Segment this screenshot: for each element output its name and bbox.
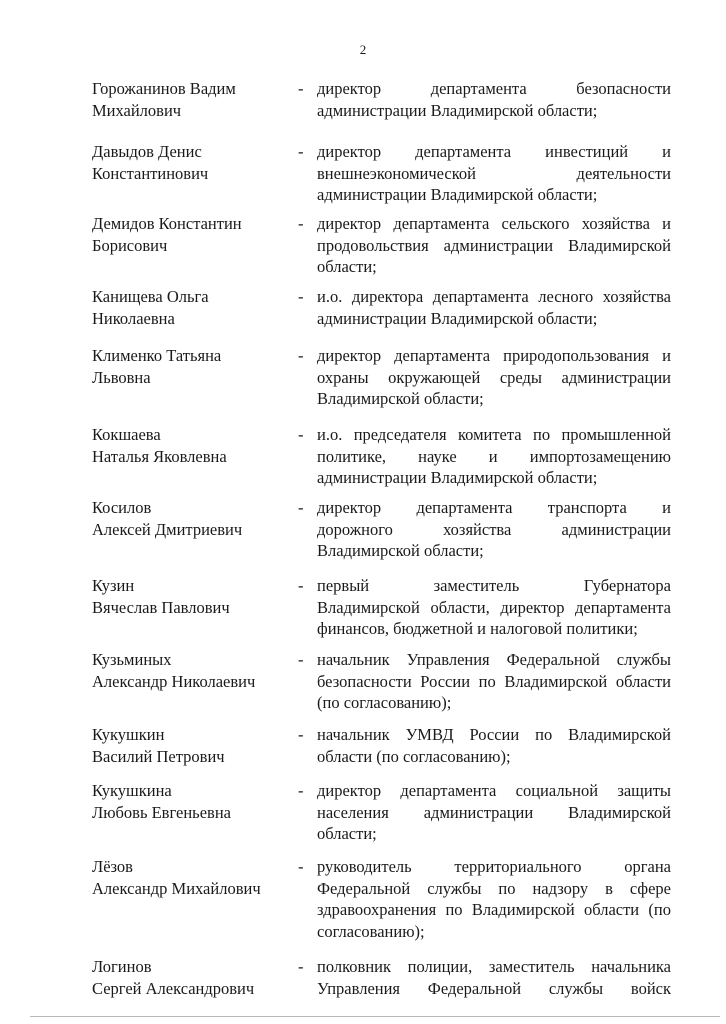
member-position-line: Владимирской области, директор департамента — [317, 597, 671, 617]
member-name-line: Сергей Александрович — [92, 978, 255, 998]
member-name — [92, 780, 292, 823]
member-name — [92, 141, 292, 184]
member-name-line: Львовна — [92, 367, 151, 387]
member-position-line: директор департамента природопользования и — [317, 346, 671, 365]
member-position — [317, 780, 671, 845]
member-position-line: согласованию); — [317, 921, 425, 941]
member-position — [317, 497, 671, 562]
member-position-line: области; — [317, 824, 377, 843]
member-name — [92, 856, 292, 899]
entry-dash: - — [298, 287, 304, 306]
member-position-line: области; — [317, 257, 377, 276]
member-name-line: Василий Петрович — [92, 746, 225, 766]
member-name-line: Кузин — [92, 576, 135, 595]
member-position-line: первый заместитель Губернатора — [317, 576, 671, 595]
member-position-line: начальник УМВД России по Владимирской — [317, 725, 671, 744]
member-name-line: Косилов — [92, 498, 152, 517]
member-position — [317, 724, 671, 767]
member-position — [317, 213, 671, 278]
member-position-line: охраны окружающей среды администрации — [317, 367, 671, 387]
member-position-line: дорожного хозяйства администрации — [317, 519, 671, 539]
member-position-line: финансов, бюджетной и налоговой политики; — [317, 619, 638, 638]
page-number: 2 — [359, 42, 367, 57]
member-position-line: (по согласованию); — [317, 693, 452, 712]
member-name-line: Любовь Евгеньевна — [92, 802, 231, 822]
member-position-line: продовольствия администрации Владимирской — [317, 235, 671, 255]
member-name-line: Давыдов Денис — [92, 142, 202, 161]
member-name — [92, 649, 292, 692]
member-position — [317, 141, 671, 206]
member-name-line: Алексей Дмитриевич — [92, 519, 243, 539]
member-position-line: и.о. директора департамента лесного хозяйства — [317, 287, 671, 306]
entry-dash: - — [298, 781, 304, 800]
entry-dash: - — [298, 142, 304, 161]
member-name-line: Александр Николаевич — [92, 671, 256, 691]
entry-dash: - — [298, 576, 304, 595]
entry-dash: - — [298, 214, 304, 233]
member-position-line: Владимирской области; — [317, 541, 484, 560]
member-position-line: и.о. председателя комитета по промышленной — [317, 425, 671, 444]
entry-dash: - — [298, 346, 304, 365]
member-position-line: Федеральной службы по надзору в сфере — [317, 878, 671, 898]
member-position-line: населения администрации Владимирской — [317, 802, 671, 822]
member-position-line: внешнеэкономической деятельности — [317, 163, 671, 183]
member-name-line: Борисович — [92, 235, 168, 255]
member-name-line: Александр Михайлович — [92, 878, 261, 898]
member-name — [92, 724, 292, 767]
member-name — [92, 424, 292, 467]
member-name-line: Константинович — [92, 163, 209, 183]
member-position-line: Управления Федеральной службы войск — [317, 978, 671, 998]
member-position — [317, 956, 671, 999]
member-name-line: Кукушкин — [92, 725, 165, 744]
member-position-line: администрации Владимирской области; — [317, 308, 598, 328]
member-name-line: Демидов Константин — [92, 214, 242, 233]
member-position-line: безопасности России по Владимирской области — [317, 671, 671, 691]
entry-dash: - — [298, 957, 304, 976]
member-position — [317, 286, 671, 329]
member-name — [92, 345, 292, 388]
member-position — [317, 78, 671, 121]
member-position-line: директор департамента транспорта и — [317, 498, 671, 517]
member-name — [92, 78, 292, 121]
member-name-line: Николаевна — [92, 308, 175, 328]
member-name-line: Клименко Татьяна — [92, 346, 222, 365]
entry-dash: - — [298, 857, 304, 876]
member-name-line: Михайлович — [92, 100, 182, 120]
member-position-line: директор департамента социальной защиты — [317, 781, 671, 800]
member-position — [317, 856, 671, 942]
page-edge-line — [30, 1016, 720, 1017]
member-name — [92, 956, 292, 999]
member-position-line: администрации Владимирской области; — [317, 468, 598, 487]
member-name — [92, 497, 292, 540]
member-name — [92, 286, 292, 329]
member-name-line: Вячеслав Павлович — [92, 597, 230, 617]
member-name-line: Лёзов — [92, 857, 133, 876]
entry-dash: - — [298, 725, 304, 744]
member-name-line: Логинов — [92, 957, 152, 976]
member-position-line: директор департамента инвестиций и — [317, 142, 671, 161]
member-position — [317, 345, 671, 410]
member-position-line: администрации Владимирской области; — [317, 100, 598, 120]
member-position-line: директор департамента сельского хозяйства и — [317, 214, 671, 233]
member-position-line: области (по согласованию); — [317, 746, 511, 766]
entry-dash: - — [298, 650, 304, 669]
member-name-line: Горожанинов Вадим — [92, 79, 236, 98]
member-name-line: Наталья Яковлевна — [92, 446, 227, 466]
member-name-line: Кукушкина — [92, 781, 172, 800]
entry-dash: - — [298, 498, 304, 517]
member-position-line: полковник полиции, заместитель начальника — [317, 957, 671, 976]
member-position-line: Владимирской области; — [317, 389, 484, 408]
member-position — [317, 424, 671, 489]
entry-dash: - — [298, 79, 304, 98]
member-name — [92, 575, 292, 618]
member-position-line: здравоохранения по Владимирской области (по — [317, 900, 671, 919]
member-position — [317, 575, 671, 640]
member-name-line: Канищева Ольга — [92, 287, 209, 306]
member-position-line: политике, науке и импортозамещению — [317, 446, 671, 466]
member-name-line: Кузьминых — [92, 650, 172, 669]
member-position-line: руководитель территориального органа — [317, 857, 671, 876]
member-position-line: начальник Управления Федеральной службы — [317, 650, 671, 669]
member-position — [317, 649, 671, 714]
member-name-line: Кокшаева — [92, 425, 161, 444]
entry-dash: - — [298, 425, 304, 444]
member-name — [92, 213, 292, 256]
member-position-line: администрации Владимирской области; — [317, 185, 598, 204]
member-position-line: директор департамента безопасности — [317, 79, 671, 98]
